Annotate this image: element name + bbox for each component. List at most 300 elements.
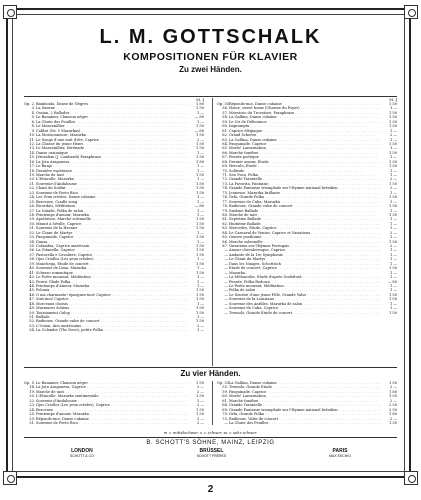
- work-price: 1 —: [389, 283, 397, 288]
- opus-number: 18.: [29, 168, 35, 173]
- work-title: Hercule, Etude . . .: [229, 164, 381, 168]
- work-title: Home, sweet home (Charme du Foyer) . . .: [229, 106, 381, 110]
- work-title: Printemps d'amour, Mazurka . . .: [36, 412, 188, 416]
- work-title: Marche funèbre . . .: [229, 399, 381, 403]
- work-price: 1 50: [195, 226, 204, 231]
- work-title: Le Poëte mourant, Méditation . . .: [36, 275, 188, 279]
- work-price: 1 50: [195, 133, 204, 138]
- opus-number: 6.: [31, 119, 35, 124]
- work-title: L'Union, Airs américains . . .: [36, 324, 188, 328]
- work-price: 2 —: [196, 385, 204, 390]
- work-title: Morte! Lamentation . . .: [229, 146, 381, 150]
- work-title: Marche de nuit . . .: [229, 213, 381, 217]
- work-title: Le Chant du Martyr . . .: [229, 257, 381, 261]
- title-block: [25, 20, 396, 74]
- opus-number: 49.: [29, 306, 35, 311]
- work-title: Orfa, Grande Polka . . .: [229, 412, 381, 416]
- work-price: 1 80: [195, 159, 204, 164]
- work-price: 2 —: [389, 416, 397, 421]
- work-price: 1 50: [388, 310, 397, 315]
- work-title: Souvenir de Porto Rico . . .: [36, 191, 188, 195]
- work-price: 1 —: [389, 217, 397, 222]
- opus-number: 22.: [29, 398, 35, 403]
- column-divider: [212, 98, 213, 366]
- work-price: 1 —: [389, 137, 397, 142]
- four-hands-heading: Zu vier Händen.: [180, 369, 241, 378]
- publisher-name: B. SCHOTT'S SÖHNE, MAINZ, LEIPZIG: [146, 440, 275, 446]
- work-price: 1 —: [196, 168, 204, 173]
- work-price: 1 50: [388, 150, 397, 155]
- work-price: 1 50: [195, 217, 204, 222]
- opus-number: 20.: [29, 394, 35, 399]
- work-price: 1 50: [388, 195, 397, 200]
- opus-number: 83.: [222, 226, 228, 231]
- opus-number: 14.: [29, 150, 35, 155]
- work-price: 1 50: [195, 248, 204, 253]
- work-price: 1 50: [195, 381, 204, 385]
- corner-ornament-icon: [3, 471, 17, 485]
- work-title: Le Carnaval de Venise, Caprice et Variations . . .: [229, 231, 381, 235]
- work-price: 2 —: [389, 244, 397, 248]
- work-title: Le Songe d'une nuit d'été, Caprice . . .: [36, 138, 188, 142]
- opus-number: 59.: [222, 119, 228, 124]
- work-price: 1 50: [195, 186, 204, 191]
- work-title: Souvenir des Antilles, Mazurka de salon . . .: [229, 302, 381, 306]
- city-agent: SCHOTT FRÈRES: [196, 454, 227, 458]
- work-title: Les Yeux créoles, Danse cubaine . . .: [36, 195, 188, 199]
- work-title: Marche de nuit . . .: [36, 173, 188, 177]
- city-name: PARIS: [332, 448, 348, 454]
- opus-number: —: [224, 292, 228, 297]
- page-number: 2: [207, 484, 214, 495]
- work-price: 2 —: [389, 398, 397, 403]
- work-title: O ma charmante! épargnez-moi! Caprice . . .: [36, 293, 188, 297]
- work-title: Pastorella e Cavaliere, Caprice . . .: [36, 253, 188, 257]
- work-price: 1 50: [388, 110, 397, 115]
- work-price: 1 —: [389, 168, 397, 173]
- work-title: Columbia, Caprice américain . . .: [36, 244, 188, 248]
- work-title: Manchega, Etude de concert . . .: [36, 262, 188, 266]
- work-title: Colibri (Nr. 5 Mazurkas) . . .: [36, 129, 188, 133]
- work-price: 1 —: [196, 212, 204, 217]
- opus-number: 45.: [29, 288, 35, 293]
- work-price: 1 50: [388, 420, 397, 425]
- work-title: Dernière espérance . . .: [36, 169, 188, 173]
- opus-number: 84.: [222, 230, 228, 235]
- work-title: Mercedes, Etude, Caprice . . .: [229, 226, 381, 230]
- opus-number: 58.: [222, 115, 228, 120]
- work-price: 1 50: [388, 124, 397, 129]
- opus-number: 80.: [222, 212, 228, 217]
- opus-number: —: [224, 261, 228, 266]
- work-title: Le Sourire d'une jeune Fille, Grande Valse . . .: [229, 293, 381, 297]
- opus-number: 60.: [222, 394, 228, 399]
- opus-number: 77.: [222, 199, 228, 204]
- work-price: 1 80: [388, 412, 397, 417]
- work-title: Ossian, 2 Ballades . . .: [36, 111, 188, 115]
- work-price: 2 —: [196, 416, 204, 421]
- corner-ornament-icon: [404, 5, 418, 19]
- work-price: 1 —: [196, 208, 204, 213]
- opus-number: 64.: [222, 141, 228, 146]
- work-price: 1 50: [388, 159, 397, 164]
- work-title: Le Cri de Délivrance . . .: [229, 120, 381, 124]
- two-hands-list: [24, 98, 397, 366]
- work-title: Mazurka . . .: [229, 271, 381, 275]
- work-price: 1 —: [389, 257, 397, 262]
- opus-number: —: [224, 288, 228, 293]
- work-price: 1 50: [195, 181, 204, 186]
- work-title: Morte! Lamentation . . .: [229, 394, 381, 398]
- work-price: 1 50: [388, 292, 397, 297]
- work-title: Sixième Ballade . . .: [229, 209, 381, 213]
- work-price: 1 —: [196, 177, 204, 182]
- work-title: Pensée poétique . . .: [229, 155, 381, 159]
- opus-number: 87.: [222, 244, 228, 248]
- work-price: 1 —: [389, 106, 397, 111]
- work-title: Marche de nuit . . .: [36, 390, 188, 394]
- opus-number: —: [224, 306, 228, 311]
- work-title: Berceuse, Cradle song . . .: [36, 200, 188, 204]
- work-title: Le Banjo . . .: [36, 164, 188, 168]
- work-title: Souvenir d'Andalousie . . .: [36, 182, 188, 186]
- city-name: LONDON: [71, 448, 93, 454]
- opus-number: Op. 55.: [217, 102, 231, 106]
- work-title: Souvenir de Lima, Mazurka . . .: [36, 266, 188, 270]
- city-paris: [329, 448, 351, 458]
- work-price: 2 50: [388, 407, 397, 412]
- price-header: M. ₰: [196, 98, 204, 102]
- work-title: Grand Scherzo . . .: [229, 133, 381, 137]
- work-title: Ojos Criollos (Les yeux créoles) . . .: [36, 257, 188, 261]
- work-title: Chant du Soldat . . .: [36, 186, 188, 190]
- opus-number: 70.: [222, 412, 228, 417]
- work-title: Le Mancenillier . . .: [36, 124, 188, 128]
- work-price: 1 50: [195, 190, 204, 195]
- work-price: 2 —: [196, 137, 204, 142]
- opus-number: 62.: [222, 133, 228, 138]
- opus-number: 69.: [222, 407, 228, 412]
- opus-number: 81.: [222, 217, 228, 222]
- work-price: — 80: [194, 115, 204, 120]
- opus-number: 48.: [29, 301, 35, 306]
- work-title: La Jota Aragonesa . . .: [36, 160, 188, 164]
- work-title: Le Poëte mourant, Méditation . . .: [229, 284, 381, 288]
- work-title: La Favorita, Fantaisie . . .: [229, 182, 381, 186]
- work-title: Sea Yvon, Polka . . .: [229, 173, 381, 177]
- work-price: 1 50: [195, 297, 204, 302]
- opus-number: 19.: [29, 389, 35, 394]
- work-price: 1 50: [388, 119, 397, 124]
- work-price: 1 50: [195, 124, 204, 129]
- work-title: Grande Tarantelle . . .: [229, 177, 381, 181]
- opus-number: 25.: [29, 412, 35, 417]
- work-price: 1 —: [389, 190, 397, 195]
- work-title: La Gallina, Danse cubaine . . .: [229, 381, 381, 385]
- work-price: 2 —: [196, 420, 204, 425]
- work-title: Amour chevaleresque, Caprice . . .: [229, 248, 381, 252]
- work-price: 1 50: [195, 244, 204, 248]
- work-price: 1 —: [196, 164, 204, 169]
- work-price: 1 50: [388, 266, 397, 271]
- opus-number: 22.: [29, 186, 35, 191]
- work-price: 1 50: [195, 141, 204, 146]
- work-price: 1 —: [389, 199, 397, 204]
- work-price: 1 80: [195, 102, 204, 106]
- opus-number: —: [224, 301, 228, 306]
- work-title: Danza . . .: [36, 240, 188, 244]
- work-title: Radieuse, Grande valse de concert . . .: [36, 319, 188, 323]
- work-price: 1 —: [196, 110, 204, 115]
- work-title: Etude de concert, Caprice . . .: [229, 266, 381, 270]
- work-price: 1 50: [195, 270, 204, 275]
- opus-number: 39.: [29, 261, 35, 266]
- opus-number: 60.: [222, 124, 228, 129]
- opus-number: —: [224, 252, 228, 257]
- opus-number: 31.: [29, 420, 35, 425]
- work-title: Printemps d'amour, Mazurka . . .: [36, 213, 188, 217]
- list-item: [217, 421, 397, 425]
- city-london: [70, 448, 94, 458]
- work-title: Le Mancenillier, Sérénade . . .: [36, 146, 188, 150]
- work-title: Grande Tarantelle . . .: [229, 403, 381, 407]
- work-price: 1 —: [389, 288, 397, 293]
- opus-number: 31.: [29, 226, 35, 231]
- work-price: 1 —: [196, 301, 204, 306]
- work-title: La Jota Aragonesa, Caprice . . .: [36, 385, 188, 389]
- list-item: [24, 328, 204, 332]
- opus-number: 20.: [29, 177, 35, 182]
- work-price: 1 —: [389, 155, 397, 160]
- work-price: 1 50: [195, 155, 204, 160]
- work-title: La Colombe (The Dove), petite Polka . . .: [36, 328, 188, 332]
- opus-number: 43.: [29, 279, 35, 284]
- four-hands-left-column: [24, 381, 204, 425]
- work-title: Bamboula, Danse de Nègres . . .: [36, 102, 188, 106]
- opus-number: 10.: [29, 133, 35, 138]
- work-title: Souvenir de Cuba, Mazurka . . .: [229, 200, 381, 204]
- work-title: La Gitanella, Caprice . . .: [36, 248, 188, 252]
- two-hands-right-column: [217, 98, 397, 315]
- work-price: — 80: [194, 204, 204, 209]
- work-title: Réponds-moi, Danse cubaine . . .: [229, 102, 381, 106]
- opus-number: 36.: [29, 248, 35, 253]
- opus-number: 73.: [222, 181, 228, 186]
- work-price: 1 50: [388, 212, 397, 217]
- work-price: 1 —: [196, 283, 204, 288]
- work-title: Jeunesse, Mazurka brillante . . .: [229, 191, 381, 195]
- work-price: 1 —: [196, 119, 204, 124]
- opus-number: 71.: [222, 173, 228, 177]
- work-price: 1 50: [195, 394, 204, 399]
- work-price: 1 50: [388, 115, 397, 120]
- opus-number: 82.: [222, 221, 228, 226]
- work-price: 2 —: [196, 389, 204, 394]
- work-title: Grande Fantaisie triomphale sur l'Hymne national brésilien . . .: [229, 186, 381, 190]
- work-price: 1 50: [195, 407, 204, 412]
- work-title: Pasquinade, Caprice . . .: [229, 390, 381, 394]
- city-brussel: [197, 448, 227, 458]
- work-price: 1 —: [389, 226, 397, 231]
- work-title: Apothéose, Marche solennelle . . .: [36, 217, 188, 221]
- opus-number: 42.: [29, 275, 35, 280]
- work-price: 1 50: [388, 239, 397, 244]
- work-price: 2 50: [388, 403, 397, 408]
- work-price: 1 50: [195, 146, 204, 151]
- opus-number: 61.: [222, 128, 228, 133]
- work-title: Huitième Ballade . . .: [229, 222, 381, 226]
- opus-number: —: [224, 266, 228, 271]
- work-price: 1 —: [196, 275, 204, 280]
- work-price: 1 80: [388, 389, 397, 394]
- work-price: 2 —: [389, 186, 397, 191]
- work-title: Tremolo, Grande Etude . . .: [229, 385, 381, 389]
- work-price: 1 —: [389, 221, 397, 226]
- work-price: 2 —: [196, 403, 204, 408]
- work-price: 1 50: [195, 319, 204, 324]
- work-price: 1 —: [196, 195, 204, 200]
- opus-number: Op. 53.: [217, 381, 231, 385]
- opus-number: 27.: [29, 208, 35, 213]
- opus-number: 64.: [222, 403, 228, 408]
- work-price: 1 50: [388, 204, 397, 209]
- work-price: 1 50: [195, 261, 204, 266]
- opus-number: —: [224, 283, 228, 288]
- catalog-subtitle: KOMPOSITIONEN FÜR KLAVIER: [123, 51, 298, 63]
- opus-number: 70.: [222, 168, 228, 173]
- opus-number: 74.: [222, 186, 228, 191]
- divider: [24, 96, 397, 97]
- work-title: L'Etincelle, Mazurka sentimentale . . .: [36, 394, 188, 398]
- work-price: 1 —: [196, 239, 204, 244]
- opus-number: 50.: [29, 310, 35, 315]
- work-price: 1 —: [196, 279, 204, 284]
- work-price: 1 50: [195, 292, 204, 297]
- work-price: 1 50: [388, 381, 397, 385]
- work-title: Variations sur l'Hymne Portugais . . .: [229, 244, 381, 248]
- opus-number: 23.: [29, 190, 35, 195]
- opus-number: 28.: [29, 212, 35, 217]
- work-price: 1 —: [389, 173, 397, 177]
- work-title: Souvenir de Cuba, Caprice . . .: [229, 306, 381, 310]
- opus-number: 9.: [31, 128, 35, 133]
- opus-number: 25.: [29, 199, 35, 204]
- work-title: Grande Fantaisie triomphale sur l'Hymne national brésilien . . .: [229, 408, 381, 412]
- opus-number: 24.: [29, 407, 35, 412]
- opus-number: 72.: [222, 177, 228, 182]
- opus-number: 57.: [222, 110, 228, 115]
- work-title: Marche funèbre . . .: [229, 151, 381, 155]
- opus-number: Op. 5.: [24, 381, 35, 385]
- work-title: Caprice élégiaque . . .: [229, 129, 381, 133]
- two-hands-heading: Zu zwei Händen.: [179, 65, 242, 74]
- opus-number: 68.: [222, 159, 228, 164]
- work-price: 1 50: [195, 412, 204, 417]
- opus-number: 29.: [29, 416, 35, 421]
- work-title: Pensée, Polka-Redowa . . .: [229, 280, 381, 284]
- abbreviation-legend: m = mittelschwer, s = schwer, ss = sehr schwer.: [163, 430, 258, 435]
- work-title: Tremolo, Grande Etude de concert . . .: [229, 311, 381, 315]
- work-price: 1 —: [389, 235, 397, 240]
- opus-number: —: [224, 248, 228, 253]
- work-title: La Chute des Feuilles . . .: [229, 421, 381, 425]
- opus-number: 63.: [222, 137, 228, 142]
- work-price: 1 50: [195, 252, 204, 257]
- opus-number: 73.: [222, 416, 228, 421]
- opus-number: 65.: [222, 146, 228, 151]
- work-title: La Gallina, Danse cubaine . . .: [229, 138, 381, 142]
- work-title: Dernier amour, Etude . . .: [229, 160, 381, 164]
- work-title: La Mélancolie, Etude d'après Godefroid . . .: [229, 275, 381, 279]
- work-title: Pasquinade, Caprice . . .: [36, 235, 188, 239]
- work-title: Dans les Nuages, Schottisch . . .: [229, 262, 381, 266]
- work-title: Suis-moi! Caprice . . .: [36, 297, 188, 301]
- work-title: Impromptu . . .: [229, 124, 381, 128]
- work-price: 1 50: [388, 181, 397, 186]
- work-title: Pasquinade, Caprice . . .: [229, 142, 381, 146]
- four-hands-list: [24, 381, 397, 429]
- work-price: 2 —: [389, 177, 397, 182]
- work-title: Septième Ballade . . .: [229, 217, 381, 221]
- work-title: Tournament Galop . . .: [36, 311, 188, 315]
- opus-number: 53.: [29, 323, 35, 328]
- work-price: 1 —: [389, 306, 397, 311]
- opus-number: —: [224, 275, 228, 280]
- work-title: La Chute des Feuilles . . .: [36, 120, 188, 124]
- work-price: 1 50: [195, 306, 204, 311]
- opus-number: Op. 2.: [24, 102, 35, 106]
- work-price: 1 —: [389, 146, 397, 151]
- work-price: 2 —: [389, 230, 397, 235]
- opus-number: 38.: [29, 257, 35, 262]
- work-price: 1 50: [388, 394, 397, 399]
- work-title: Le Bananier, Chanson nègre . . .: [36, 115, 188, 119]
- work-title: Danse ossianique . . .: [36, 151, 188, 155]
- work-title: La Gallina, Danse cubaine . . .: [229, 115, 381, 119]
- opus-number: 46.: [29, 292, 35, 297]
- opus-number: 56.: [222, 106, 228, 111]
- work-title: Polka de salon . . .: [229, 288, 381, 292]
- opus-number: 69.: [222, 164, 228, 169]
- opus-number: 78.: [222, 204, 228, 209]
- work-title: Le Chant du Martyr . . .: [36, 231, 188, 235]
- opus-number: —: [224, 270, 228, 275]
- work-price: 1 50: [388, 164, 397, 169]
- opus-number: 26.: [29, 204, 35, 209]
- corner-ornament-icon: [404, 471, 418, 485]
- opus-number: 12.: [29, 141, 35, 146]
- opus-number: 21.: [29, 181, 35, 186]
- opus-number: 52.: [29, 319, 35, 324]
- work-title: Berceuse . . .: [36, 408, 188, 412]
- opus-number: —: [224, 310, 228, 315]
- divider: [24, 437, 397, 438]
- opus-number: 33.: [29, 235, 35, 240]
- opus-number: 8.: [31, 124, 35, 129]
- work-title: Oeuvre posthume . . .: [229, 235, 381, 239]
- work-price: 1 —: [196, 230, 204, 235]
- opus-number: 5.: [31, 115, 35, 120]
- opus-number: 67.: [222, 155, 228, 160]
- work-price: 1 50: [195, 173, 204, 177]
- opus-number: 51.: [29, 315, 35, 319]
- opus-number: 30.: [29, 221, 35, 226]
- work-price: 1 —: [389, 128, 397, 133]
- work-title: Forest Glade Polka . . .: [36, 280, 188, 284]
- work-price: 1 —: [389, 248, 397, 253]
- opus-number: 86.: [222, 239, 228, 244]
- work-price: 1 —: [389, 208, 397, 213]
